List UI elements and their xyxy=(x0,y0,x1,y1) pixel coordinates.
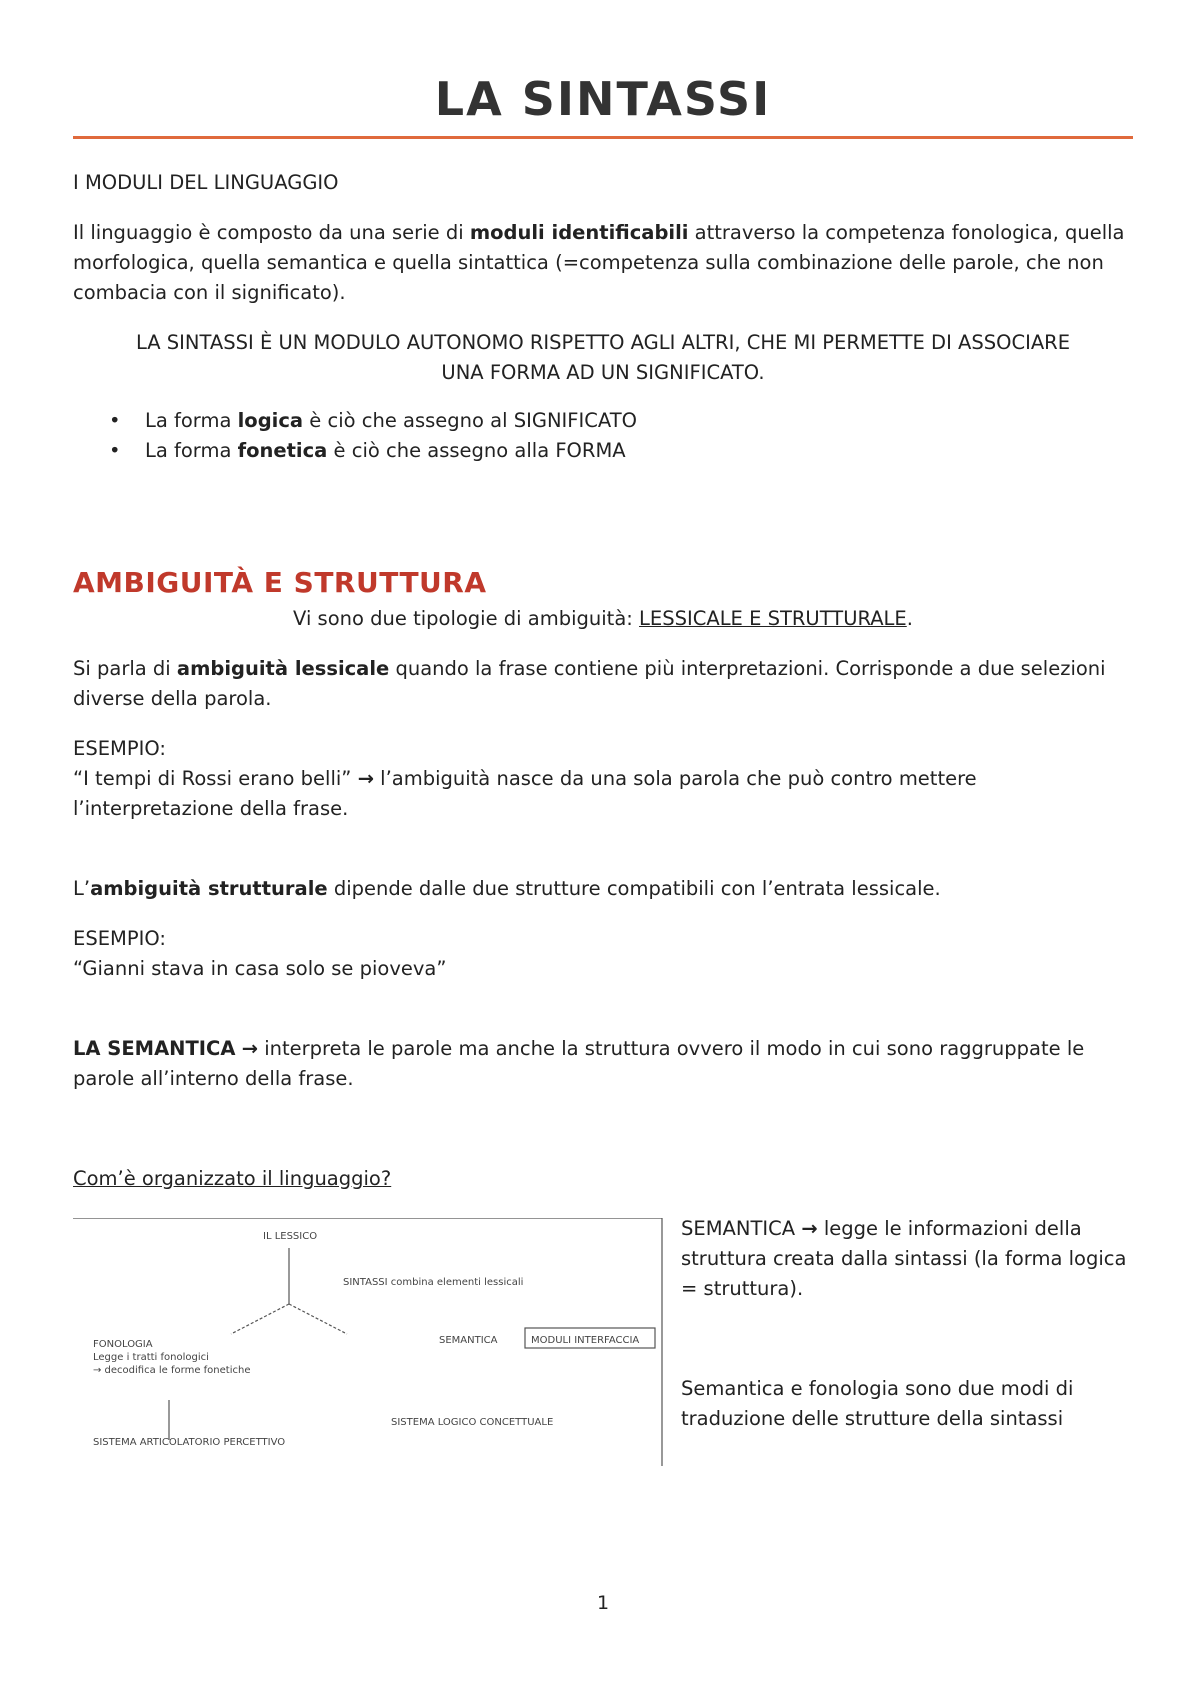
statement-autonomo: LA SINTASSI È UN MODULO AUTONOMO RISPETTO AGLI ALTRI, CHE MI PERMETTE DI ASSOCIARE UNA FORMA AD UN SIGNIFICATO. xyxy=(135,331,1071,384)
label-sistema-articolatorio: SISTEMA ARTICOLATORIO PERCETTIVO xyxy=(93,1437,286,1448)
text: è ciò che assegno alla FORMA xyxy=(327,439,626,462)
label-fonologia-line3: → decodifica le forme fonetiche xyxy=(93,1365,251,1376)
text: SEMANTICA xyxy=(681,1217,796,1240)
text: La forma xyxy=(145,439,238,462)
text: quando la frase contiene più interpretazioni. Corrisponde a due selezioni diverse della parola. xyxy=(73,657,1106,710)
paragraph-semantica xyxy=(73,1034,1133,1094)
text: . xyxy=(906,607,913,630)
bold-text: moduli identificabili xyxy=(469,221,689,244)
underlined-text: LESSICALE E STRUTTURALE xyxy=(639,607,907,630)
text: L’ xyxy=(73,877,91,900)
text: interpreta le parole ma anche la struttura ovvero il modo in cui sono raggruppate le parole all’interno della frase. xyxy=(73,1037,1085,1090)
esempio-label-2: ESEMPIO: xyxy=(73,927,166,950)
text: l’ambiguità nasce da una sola parola che può contro mettere l’interpretazione della frase. xyxy=(73,767,977,820)
bold-text: ambiguità strutturale xyxy=(90,877,328,900)
label-moduli-interfaccia: MODULI INTERFACCIA xyxy=(531,1335,640,1346)
arrow-icon: → xyxy=(357,767,374,790)
tree-branch-left xyxy=(231,1304,289,1334)
tree-branch-right xyxy=(289,1304,347,1334)
label-semantica: SEMANTICA xyxy=(439,1335,498,1346)
bullet-dot: • xyxy=(109,409,121,432)
label-sintassi: SINTASSI combina elementi lessicali xyxy=(343,1277,524,1288)
ambiguita-intro xyxy=(73,604,1133,634)
label-fonologia: FONOLOGIA xyxy=(93,1339,153,1350)
bullet-dot: • xyxy=(109,439,121,462)
quote-text: “I tempi di Rossi erano belli” xyxy=(73,767,352,790)
bullet-item-logica xyxy=(73,406,1133,436)
text: Vi sono due tipologie di ambiguità: xyxy=(293,607,640,630)
section-heading-ambiguita: AMBIGUITÀ E STRUTTURA xyxy=(73,566,487,599)
paragraph-lessicale xyxy=(73,654,1133,714)
paragraph-strutturale xyxy=(73,874,1133,904)
label-sistema-logico: SISTEMA LOGICO CONCETTUALE xyxy=(391,1417,554,1428)
bullet-list-forme xyxy=(73,406,1133,466)
language-diagram xyxy=(73,1218,663,1468)
arrow-icon: → xyxy=(801,1217,818,1240)
esempio-1 xyxy=(73,764,1133,824)
side-note-semantica xyxy=(681,1214,1133,1304)
title-divider xyxy=(73,136,1133,139)
text: è ciò che assegno al SIGNIFICATO xyxy=(303,409,637,432)
bold-text: LA SEMANTICA xyxy=(73,1037,236,1060)
bullet-item-fonetica xyxy=(73,436,1133,466)
side-note-traduzione: Semantica e fonologia sono due modi di traduzione delle strutture della sintassi xyxy=(681,1377,1074,1430)
text: attraverso la competenza fonologica, quella morfologica, quella semantica e quella sintattica (=competenza sulla combinazione delle parole, che non combacia con il significato). xyxy=(73,221,1125,304)
text: Il linguaggio è composto da una serie di xyxy=(73,221,470,244)
bold-text: ambiguità lessicale xyxy=(176,657,390,680)
document-page xyxy=(73,0,1133,1698)
question-organizzazione: Com’è organizzato il linguaggio? xyxy=(73,1167,392,1190)
esempio-2: “Gianni stava in casa solo se pioveva” xyxy=(73,957,447,980)
text: legge le informazioni della struttura creata dalla sintassi (la forma logica = struttura). xyxy=(681,1217,1127,1300)
text: La forma xyxy=(145,409,238,432)
paragraph-moduli xyxy=(73,218,1133,308)
page-number: 1 xyxy=(596,1592,610,1614)
page-title: LA SINTASSI xyxy=(434,72,772,126)
label-fonologia-line2: Legge i tratti fonologici xyxy=(93,1352,209,1363)
text: Si parla di xyxy=(73,657,177,680)
bold-text: fonetica xyxy=(237,439,328,462)
text: dipende dalle due strutture compatibili con l’entrata lessicale. xyxy=(327,877,941,900)
section-heading-moduli: I MODULI DEL LINGUAGGIO xyxy=(73,171,339,194)
arrow-icon: → xyxy=(241,1037,258,1060)
esempio-label-1: ESEMPIO: xyxy=(73,737,166,760)
label-lessico: IL LESSICO xyxy=(263,1231,318,1242)
bold-text: logica xyxy=(237,409,304,432)
